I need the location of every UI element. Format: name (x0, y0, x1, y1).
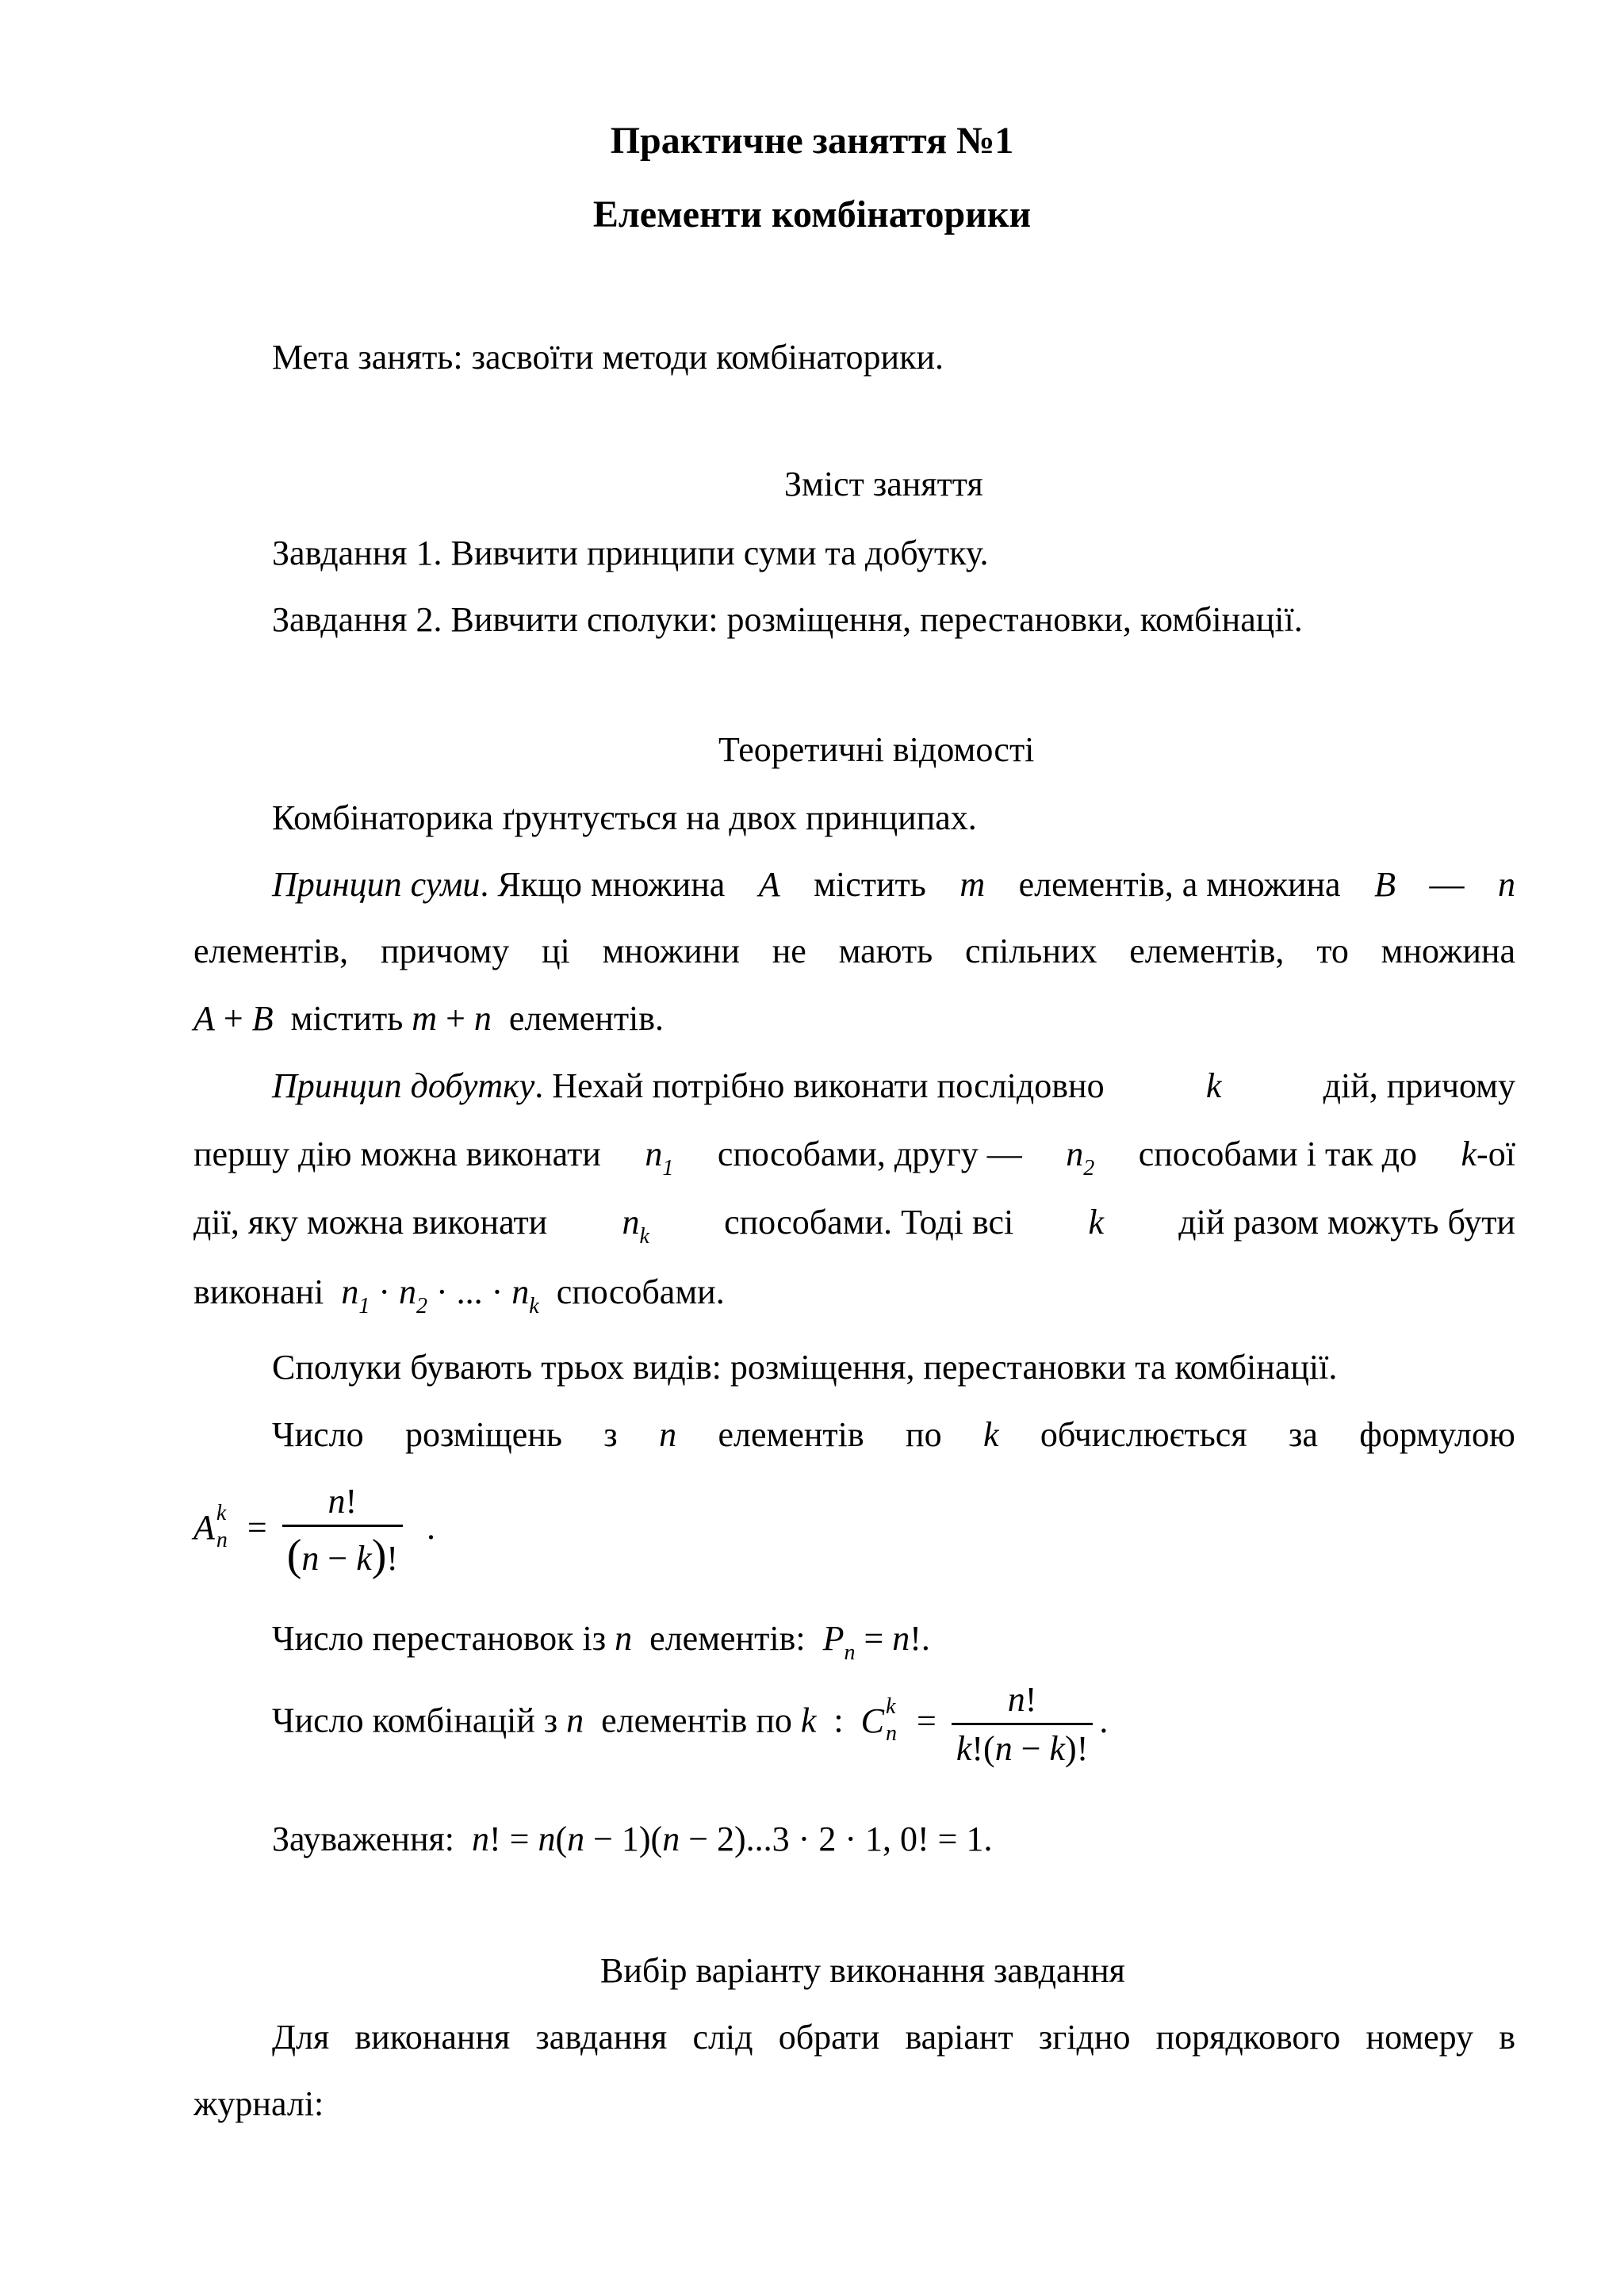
permutations-formula: $P_n = n$!. (822, 1619, 930, 1665)
variant-line-2: журналі: (193, 2084, 324, 2123)
task-2: Завдання 2. Вивчити сполуки: розміщення, перестановки, комбінації. (272, 600, 1303, 639)
product-principle-line-3: дії, яку можна виконати $n_k$ способами. Тоді всі k дій разом можуть бути (193, 1203, 1515, 1249)
goal-text: Мета занять: засвоїти методи комбінаторики. (272, 338, 944, 377)
product-principle-line-4: виконані $n_1 \cdot n_2$ · ... · $n_k$ способами. (193, 1272, 725, 1318)
combinations-line: Число комбінацій з n елементів по k : C k n = $\frac{n!}{k!(n - k)!}$ . (272, 1680, 1109, 1768)
theory-heading: Теоретичні відомості (718, 730, 1035, 769)
title-line-1: Практичне заняття №1 (610, 120, 1014, 162)
arrangements-formula: A k n = $\frac{n!}{(n - k)!}$ . (193, 1482, 436, 1580)
variant-heading: Вибір варіанту виконання завдання (600, 1951, 1125, 1990)
sum-principle-line-1: Принцип суми. Якщо множина A містить m елементів, а множина B — n (272, 865, 1515, 904)
sum-principle-line-2: елементів, причому ці множини не мають спільних елементів, то множина (193, 932, 1515, 970)
remark-line: Зауваження: n! = n(n − 1)(n − 2)...3 · 2 · 1, 0! = 1. (272, 1820, 993, 1858)
compounds-text: Сполуки бувають трьох видів: розміщення, перестановки та комбінації. (272, 1348, 1338, 1387)
product-principle-name: Принцип добутку (272, 1066, 535, 1105)
permutations-line: Число перестановок із n елементів: $P_n = n$!. (272, 1619, 930, 1665)
theory-intro: Комбінаторика ґрунтується на двох принципах. (272, 798, 977, 837)
factorial-formula: n! = n(n − 1)(n − 2)...3 · 2 · 1, 0! = 1. (471, 1820, 993, 1858)
combinations-formula: C k n = $\frac{n!}{k!(n - k)!}$ . (860, 1680, 1109, 1768)
sum-principle-name: Принцип суми (272, 865, 481, 904)
task-1: Завдання 1. Вивчити принципи суми та добутку. (272, 534, 989, 572)
sum-principle-line-3: A + B містить m + n елементів. (193, 999, 665, 1038)
arrangements-line: Число розміщень з n елементів по k обчислюється за формулою (272, 1415, 1515, 1454)
contents-heading: Зміст заняття (784, 465, 983, 503)
product-principle-line-1: Принцип добутку. Нехай потрібно виконати послідовно k дій, причому (272, 1066, 1515, 1105)
variant-line-1: Для виконання завдання слід обрати варіант згідно порядкового номеру в (272, 2018, 1515, 2057)
title-line-2: Елементи комбінаторики (592, 193, 1032, 235)
product-principle-line-2: першу дію можна виконати $n_1$ способами, другу — $n_2$ способами і так до k-ої (193, 1135, 1515, 1181)
product-formula: $n_1 \cdot n_2$ · ... · $n_k$ (341, 1272, 539, 1318)
